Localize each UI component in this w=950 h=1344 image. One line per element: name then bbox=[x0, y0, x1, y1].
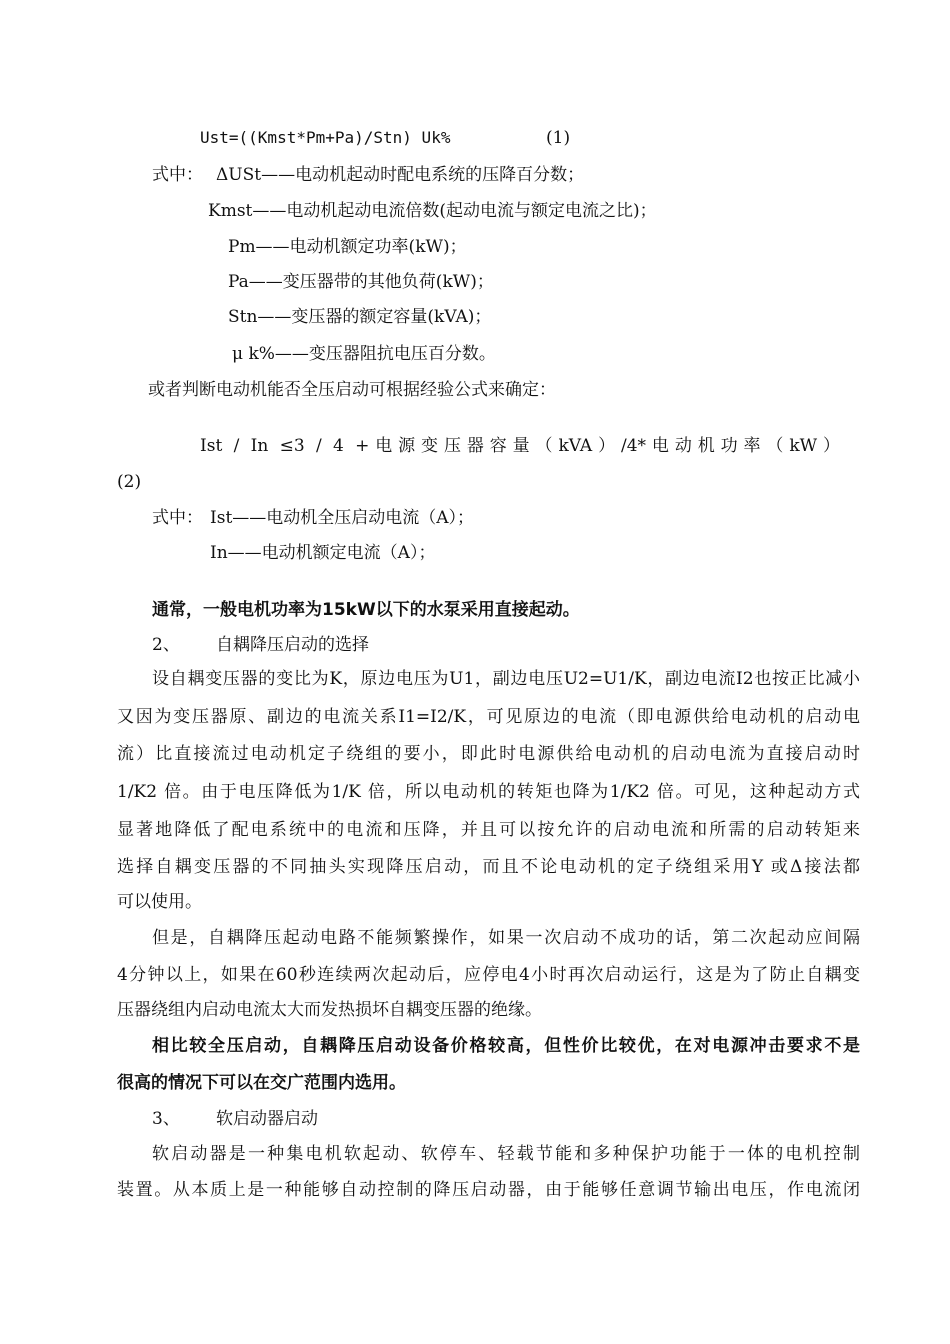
formula-1-def-delta-ust: ΔUSt——电动机起动时配电系统的压降百分数； bbox=[216, 165, 585, 185]
para-auto1-line-1: 设自耦变压器的变比为K，原边电压为U1，副边电压U2=U1/K，副边电流I2也按正比减小 bbox=[152, 669, 860, 689]
para-auto2-line-3: 压器绕组内启动电流太大而发热损坏自耦变压器的绝缘。 bbox=[117, 1000, 542, 1020]
para-auto1-line-3: 流）比直接流过电动机定子绕组的要小，即此时电源供给电动机的启动电流为直接启动时 bbox=[117, 744, 860, 764]
formula-1-expression: Ust=((Kmst*Pm+Pa)/Stn) Uk% bbox=[200, 128, 451, 147]
section-2-title: 自耦降压启动的选择 bbox=[216, 635, 369, 655]
formula-2-number: (2) bbox=[117, 472, 142, 492]
para-auto2-line-2: 4分钟以上，如果在60秒连续两次起动后，应停电4小时再次启动运行，这是为了防止自耦变 bbox=[117, 965, 860, 985]
formula-1-def-uk: μ k%——变压器阻抗电压百分数。 bbox=[232, 344, 496, 364]
formula-1-def-pa: Pa——变压器带的其他负荷(kW)； bbox=[228, 272, 494, 292]
para-soft-line-2: 装置。从本质上是一种能够自动控制的降压启动器，由于能够任意调节输出电压，作电流闭 bbox=[117, 1180, 860, 1200]
formula-1-def-pm: Pm——电动机额定功率(kW)； bbox=[228, 237, 467, 257]
formula-2-where-prefix: 式中： bbox=[152, 508, 203, 528]
bold-note-direct-start: 通常，一般电机功率为15kW以下的水泵采用直接起动。 bbox=[152, 600, 580, 620]
formula-2-expression: Ist / In ≤3 / 4 +电源变压器容量（kVA）/4*电动机功率（kW） bbox=[200, 436, 840, 456]
para-auto1-line-5: 显著地降低了配电系统中的电流和压降，并且可以按允许的启动电流和所需的启动转矩来 bbox=[117, 820, 860, 840]
section-3-title: 软启动器启动 bbox=[216, 1109, 318, 1129]
empirical-formula-intro: 或者判断电动机能否全压启动可根据经验公式来确定： bbox=[148, 380, 556, 400]
para-auto1-line-7: 可以使用。 bbox=[117, 892, 202, 912]
bold-note-autotransformer-line-1: 相比较全压启动，自耦降压启动设备价格较高，但性价比较优，在对电源冲击要求不是 bbox=[152, 1036, 860, 1056]
para-soft-line-1: 软启动器是一种集电机软起动、软停车、轻载节能和多种保护功能于一体的电机控制 bbox=[152, 1144, 860, 1164]
formula-2-def-in: In——电动机额定电流（A）； bbox=[210, 543, 436, 563]
formula-2-def-ist: Ist——电动机全压启动电流（A）； bbox=[210, 508, 475, 528]
para-auto1-line-6: 选择自耦变压器的不同抽头实现降压启动，而且不论电动机的定子绕组采用Y 或Δ接法都 bbox=[117, 857, 860, 877]
para-auto2-line-1: 但是，自耦降压起动电路不能频繁操作，如果一次启动不成功的话，第二次起动应间隔 bbox=[152, 928, 860, 948]
section-3-number: 3、 bbox=[152, 1109, 180, 1129]
formula-1-def-kmst: Kmst——电动机起动电流倍数(起动电流与额定电流之比)； bbox=[208, 201, 657, 221]
para-auto1-line-2: 又因为变压器原、副边的电流关系I1=I2/K，可见原边的电流（即电源供给电动机的启动电 bbox=[117, 707, 860, 727]
formula-1-def-stn: Stn——变压器的额定容量(kVA)； bbox=[228, 307, 492, 327]
formula-1-where-prefix: 式中： bbox=[152, 165, 203, 185]
formula-1-number: (1) bbox=[546, 128, 571, 148]
bold-note-autotransformer-line-2: 很高的情况下可以在交广范围内选用。 bbox=[117, 1073, 406, 1093]
para-auto1-line-4: 1/K2 倍。由于电压降低为1/K 倍，所以电动机的转矩也降为1/K2 倍。可见，这种起动方式 bbox=[117, 782, 860, 802]
section-2-number: 2、 bbox=[152, 635, 180, 655]
